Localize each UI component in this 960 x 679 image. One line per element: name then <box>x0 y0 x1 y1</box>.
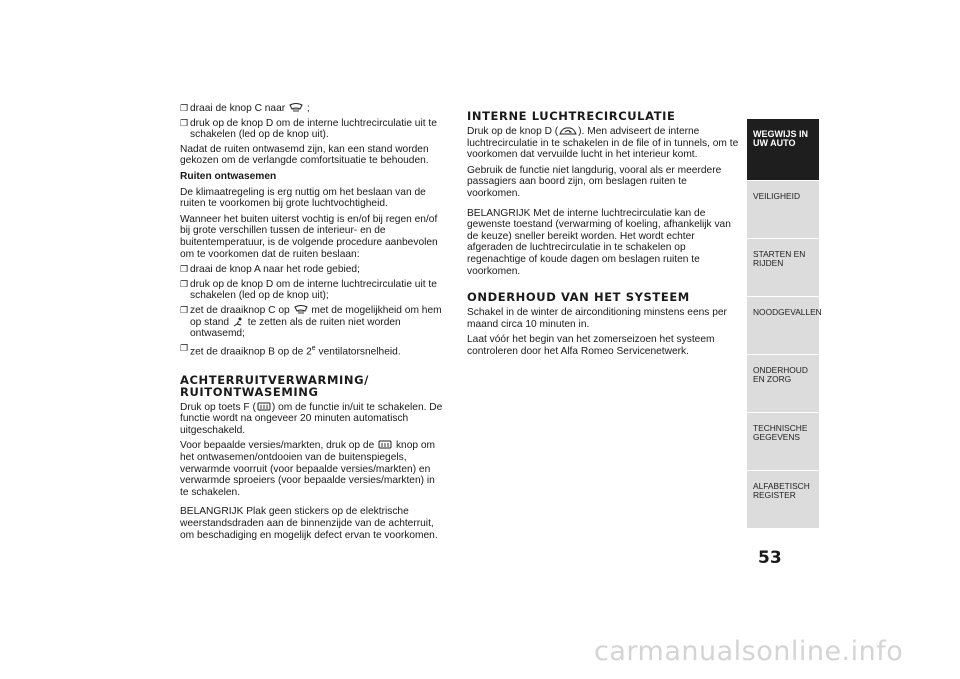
tab-technische-gegevens[interactable]: TECHNISCHE GEGEVENS <box>747 413 819 471</box>
watermark: carmanualsonline.info <box>594 636 904 667</box>
superscript: e <box>311 344 316 352</box>
paragraph: Gebruik de functie niet langdurig, vooral als er meerdere passagiers aan boord zijn, om beslagen ruiten te voorkomen. <box>467 164 722 199</box>
rear-defrost-icon <box>378 440 392 450</box>
paragraph-text: Druk op de knop D ( <box>467 126 559 137</box>
left-column <box>180 103 445 545</box>
list-item <box>180 305 445 340</box>
tab-onderhoud-en-zorg[interactable]: ONDERHOUD EN ZORG <box>747 355 819 413</box>
tab-alfabetisch-register[interactable]: ALFABETISCH REGISTER <box>747 471 819 529</box>
list-item: ❐ draai de knop A naar het rode gebied; <box>180 264 445 276</box>
recirculation-icon <box>559 126 577 136</box>
paragraph: Nadat de ruiten ontwasemd zijn, kan een stand worden gekozen om de verlangde comfortsituatie te behouden. <box>180 143 429 167</box>
paragraph-text: ). Men adviseert de interne luchtrecirculatie in te schakelen in de file of in tunnels, om te voorkomen dat vervuilde lucht in het interieur komt. <box>467 126 739 161</box>
paragraph-text: ) om de functie in/uit te schakelen. De functie wordt na ongeveer 20 minuten automatisch uitgeschakeld. <box>180 401 443 436</box>
page-number: 53 <box>758 548 782 568</box>
list-item <box>180 343 445 358</box>
right-column <box>467 103 742 362</box>
paragraph-text: Druk op toets F ( <box>180 401 256 413</box>
windscreen-demist-icon <box>294 305 308 315</box>
paragraph: De klimaatregeling is erg nuttig om het beslaan van de ruiten te voorkomen bij grote luchtvochtigheid. <box>180 186 426 210</box>
list-item: ❐ druk op de knop D om de interne luchtrecirculatie uit te schakelen (led op de knop uit); <box>180 279 445 302</box>
tab-noodgevallen[interactable]: NOODGEVALLEN <box>747 297 819 355</box>
tab-starten-en-rijden[interactable]: STARTEN EN RIJDEN <box>747 239 819 297</box>
section-heading: ACHTERRUITVERWARMING/ RUITONTWASEMING <box>180 372 369 399</box>
footwell-icon <box>233 317 244 327</box>
bullet-text: ; <box>306 103 310 114</box>
bullet-text: draai de knop C naar <box>190 103 286 114</box>
paragraph: Wanneer het buiten uiterst vochtig is en/of bij regen en/of bij grote verschillen tussen de interieur- en de buitentemperatuur, is de volgende procedure aanbevolen om te voorkomen dat de ruiten beslaan: <box>180 213 438 260</box>
paragraph: Schakel in de winter de airconditioning minstens eens per maand circa 10 minuten in. <box>467 307 727 330</box>
rear-defrost-icon <box>257 402 271 412</box>
tab-wegwijs[interactable]: WEGWIJS IN UW AUTO <box>747 119 819 181</box>
subheading: Ruiten ontwasemen <box>180 170 277 182</box>
paragraph <box>180 402 445 437</box>
chapter-sidebar <box>747 119 822 529</box>
paragraph: Laat vóór het begin van het zomerseizoen het systeem controleren door het Alfa Romeo Servicenetwerk. <box>467 334 715 357</box>
bullet-text: zet de draaiknop B op de 2 <box>190 346 312 358</box>
bullet-text: ventilatorsnelheid. <box>318 346 401 358</box>
paragraph <box>180 440 445 498</box>
tab-veiligheid[interactable]: VEILIGHEID <box>747 181 819 239</box>
paragraph-text: Voor bepaalde versies/markten, druk op de <box>180 440 375 452</box>
bullet-text: met de mogelijkheid om hem op stand <box>190 304 442 328</box>
paragraph-text: knop om het ontwasemen/ontdooien van de buitenspiegels, verwarmde voorruit (voor bepaalde versies/markten) en verwarmde sproeiers (voor bepaalde versies/markten) in te schakelen. <box>180 440 436 498</box>
bullet-text: te zetten als de ruiten niet worden ontwasemd; <box>190 316 401 340</box>
section-heading: INTERNE LUCHTRECIRCULATIE <box>467 109 676 123</box>
bullet-text: zet de draaiknop C op <box>190 304 290 316</box>
paragraph: BELANGRIJK Met de interne luchtrecirculatie kan de gewenste toestand (verwarming of koeling, afhankelijk van de keuze) sneller bereikt worden. Het wordt echter afgeraden de luchtrecirculatie in te schakelen op regenachtige of koude dagen om beslagen ruiten te voorkomen. <box>467 207 731 277</box>
list-item: ❐ druk op de knop D om de interne luchtrecirculatie uit te schakelen (led op de knop uit). <box>180 118 445 141</box>
windscreen-demist-icon <box>289 103 303 113</box>
paragraph <box>467 126 742 161</box>
list-item <box>180 103 445 115</box>
paragraph: BELANGRIJK Plak geen stickers op de elektrische weerstandsdraden aan de binnenzijde van de achterruit, om beschadiging en mogelijk defect ervan te voorkomen. <box>180 506 438 541</box>
section-heading: ONDERHOUD VAN HET SYSTEEM <box>467 290 690 305</box>
